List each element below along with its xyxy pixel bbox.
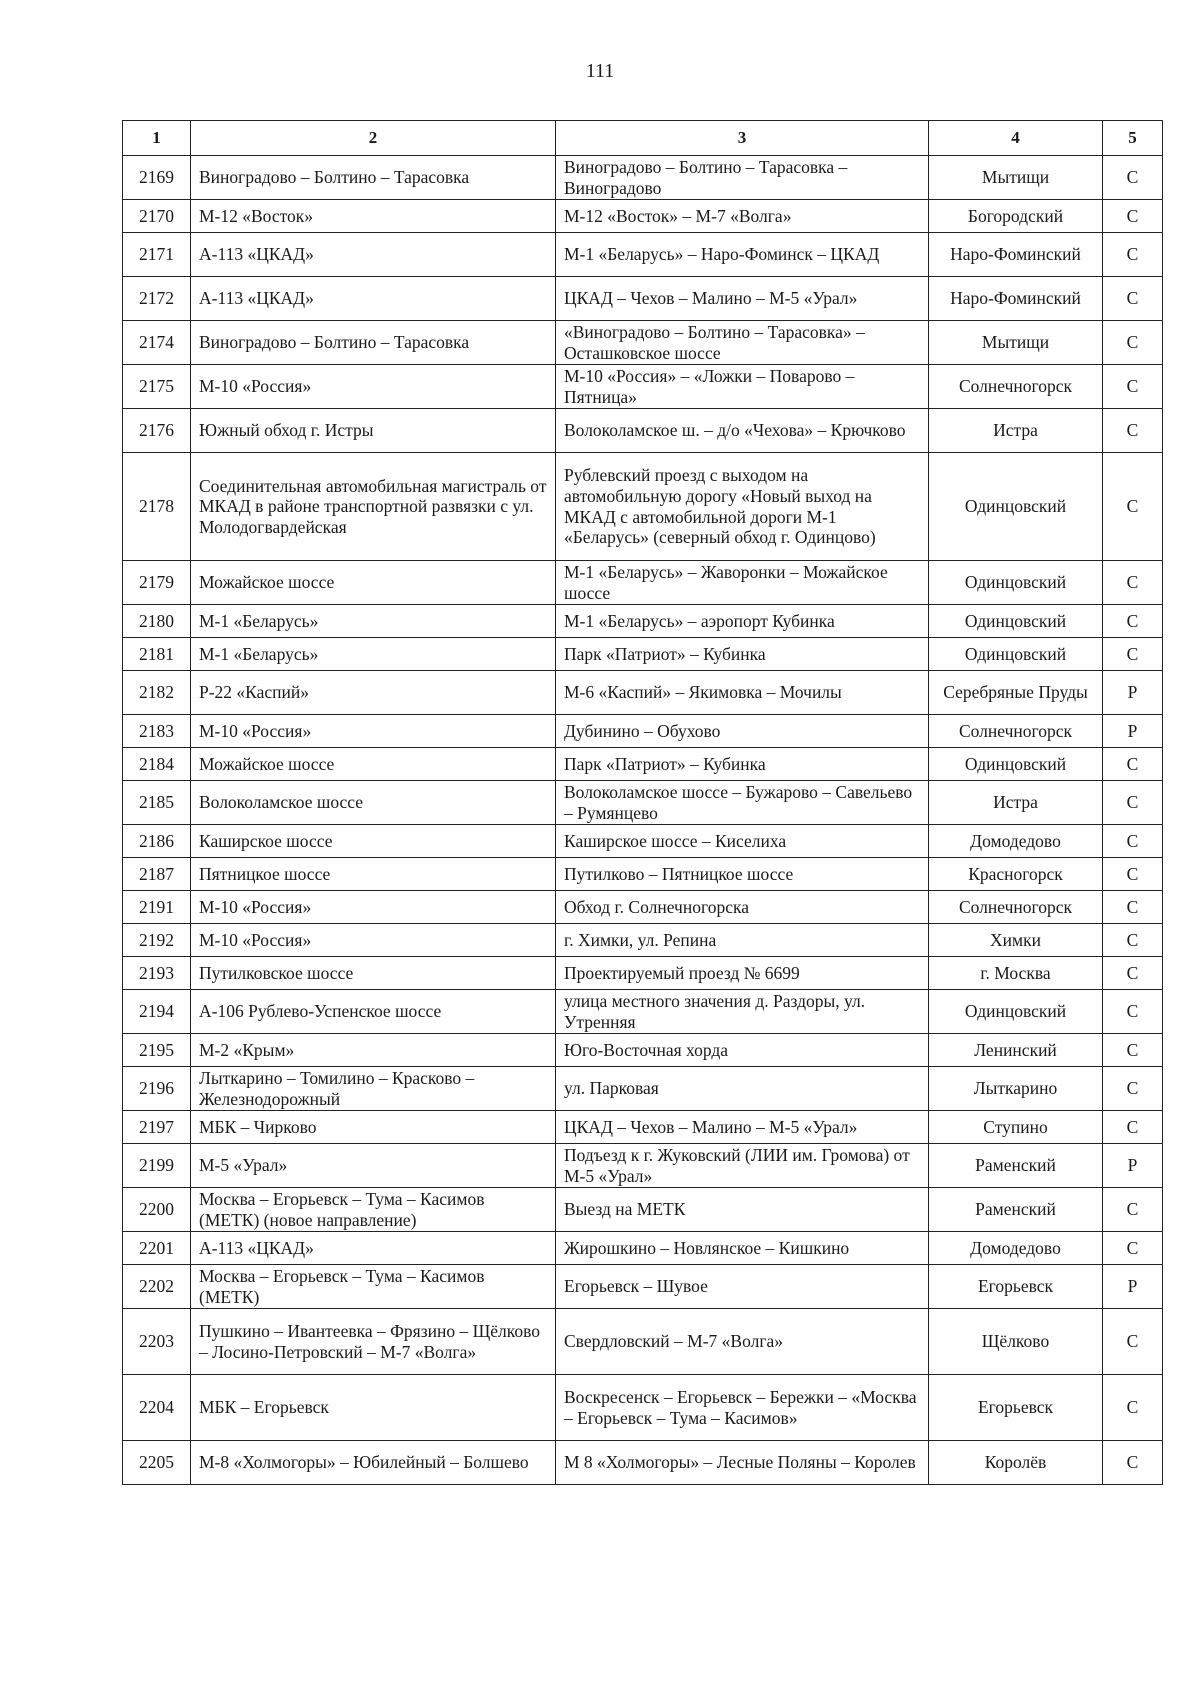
category: С bbox=[1103, 1067, 1163, 1111]
road-name: Виноградово – Болтино – Тарасовка bbox=[191, 321, 556, 365]
road-name: Волоколамское шоссе bbox=[191, 781, 556, 825]
table-row bbox=[123, 277, 1163, 321]
table-row bbox=[123, 409, 1163, 453]
road-name: М-10 «Россия» bbox=[191, 365, 556, 409]
table-row bbox=[123, 561, 1163, 605]
district: Ленинский bbox=[929, 1034, 1103, 1067]
table-row bbox=[123, 957, 1163, 990]
district: Одинцовский bbox=[929, 453, 1103, 561]
road-name: А-113 «ЦКАД» bbox=[191, 1232, 556, 1265]
road-section: Каширское шоссе – Киселиха bbox=[556, 825, 929, 858]
category: С bbox=[1103, 1232, 1163, 1265]
table-row bbox=[123, 891, 1163, 924]
road-name: Пушкино – Ивантеевка – Фрязино – Щёлково – Лосино-Петровский – М-7 «Волга» bbox=[191, 1309, 556, 1375]
district: Истра bbox=[929, 409, 1103, 453]
road-section: М 8 «Холмогоры» – Лесные Поляны – Королев bbox=[556, 1441, 929, 1485]
category: С bbox=[1103, 200, 1163, 233]
district: Раменский bbox=[929, 1144, 1103, 1188]
table-row bbox=[123, 1067, 1163, 1111]
district: Одинцовский bbox=[929, 605, 1103, 638]
row-number: 2174 bbox=[123, 321, 191, 365]
row-number: 2172 bbox=[123, 277, 191, 321]
category: С bbox=[1103, 453, 1163, 561]
district: Серебряные Пруды bbox=[929, 671, 1103, 715]
road-name: М-10 «Россия» bbox=[191, 924, 556, 957]
road-name: М-2 «Крым» bbox=[191, 1034, 556, 1067]
table-row bbox=[123, 748, 1163, 781]
road-name: А-113 «ЦКАД» bbox=[191, 277, 556, 321]
category: С bbox=[1103, 365, 1163, 409]
road-section: Путилково – Пятницкое шоссе bbox=[556, 858, 929, 891]
road-name: А-113 «ЦКАД» bbox=[191, 233, 556, 277]
category: С bbox=[1103, 1309, 1163, 1375]
row-number: 2169 bbox=[123, 156, 191, 200]
district: Лыткарино bbox=[929, 1067, 1103, 1111]
row-number: 2205 bbox=[123, 1441, 191, 1485]
district: Истра bbox=[929, 781, 1103, 825]
road-name: А-106 Рублево-Успенское шоссе bbox=[191, 990, 556, 1034]
category: Р bbox=[1103, 1144, 1163, 1188]
road-section: улица местного значения д. Раздоры, ул. Утренняя bbox=[556, 990, 929, 1034]
road-name: М-12 «Восток» bbox=[191, 200, 556, 233]
row-number: 2192 bbox=[123, 924, 191, 957]
road-name: М-5 «Урал» bbox=[191, 1144, 556, 1188]
category: С bbox=[1103, 990, 1163, 1034]
table-row bbox=[123, 781, 1163, 825]
road-name: М-10 «Россия» bbox=[191, 715, 556, 748]
page-number: 111 bbox=[585, 60, 615, 82]
category: С bbox=[1103, 1188, 1163, 1232]
table-row bbox=[123, 605, 1163, 638]
road-section: Виноградово – Болтино – Тарасовка – Виноградово bbox=[556, 156, 929, 200]
table-row bbox=[123, 1034, 1163, 1067]
district: Мытищи bbox=[929, 321, 1103, 365]
category: С bbox=[1103, 233, 1163, 277]
category: С bbox=[1103, 156, 1163, 200]
road-name: М-10 «Россия» bbox=[191, 891, 556, 924]
road-section: Юго-Восточная хорда bbox=[556, 1034, 929, 1067]
road-section: Егорьевск – Шувое bbox=[556, 1265, 929, 1309]
row-number: 2191 bbox=[123, 891, 191, 924]
row-number: 2201 bbox=[123, 1232, 191, 1265]
category: Р bbox=[1103, 671, 1163, 715]
district: Солнечногорск bbox=[929, 715, 1103, 748]
road-name: М-1 «Беларусь» bbox=[191, 605, 556, 638]
district: Одинцовский bbox=[929, 561, 1103, 605]
district: Егорьевск bbox=[929, 1375, 1103, 1441]
category: Р bbox=[1103, 715, 1163, 748]
road-section: ЦКАД – Чехов – Малино – М-5 «Урал» bbox=[556, 1111, 929, 1144]
row-number: 2199 bbox=[123, 1144, 191, 1188]
row-number: 2184 bbox=[123, 748, 191, 781]
row-number: 2193 bbox=[123, 957, 191, 990]
column-header-4: 4 bbox=[929, 121, 1103, 156]
road-name: Р-22 «Каспий» bbox=[191, 671, 556, 715]
road-name: Москва – Егорьевск – Тума – Касимов (МЕТК) (новое направление) bbox=[191, 1188, 556, 1232]
category: С bbox=[1103, 825, 1163, 858]
row-number: 2179 bbox=[123, 561, 191, 605]
district: Одинцовский bbox=[929, 638, 1103, 671]
table-row bbox=[123, 990, 1163, 1034]
row-number: 2202 bbox=[123, 1265, 191, 1309]
table-row bbox=[123, 156, 1163, 200]
row-number: 2187 bbox=[123, 858, 191, 891]
row-number: 2195 bbox=[123, 1034, 191, 1067]
district: Домодедово bbox=[929, 1232, 1103, 1265]
row-number: 2197 bbox=[123, 1111, 191, 1144]
row-number: 2200 bbox=[123, 1188, 191, 1232]
category: С bbox=[1103, 1111, 1163, 1144]
road-name: Можайское шоссе bbox=[191, 561, 556, 605]
category: С bbox=[1103, 277, 1163, 321]
road-name: Лыткарино – Томилино – Красково – Железнодорожный bbox=[191, 1067, 556, 1111]
row-number: 2203 bbox=[123, 1309, 191, 1375]
header-row bbox=[123, 121, 1163, 156]
road-name: Можайское шоссе bbox=[191, 748, 556, 781]
district: Богородский bbox=[929, 200, 1103, 233]
category: С bbox=[1103, 561, 1163, 605]
category: С bbox=[1103, 1375, 1163, 1441]
row-number: 2178 bbox=[123, 453, 191, 561]
district: Одинцовский bbox=[929, 748, 1103, 781]
table-row bbox=[123, 233, 1163, 277]
road-section: Волоколамское шоссе – Бужарово – Савельево – Румянцево bbox=[556, 781, 929, 825]
row-number: 2175 bbox=[123, 365, 191, 409]
category: С bbox=[1103, 748, 1163, 781]
road-section: ул. Парковая bbox=[556, 1067, 929, 1111]
category: С bbox=[1103, 781, 1163, 825]
category: С bbox=[1103, 605, 1163, 638]
district: Химки bbox=[929, 924, 1103, 957]
category: С bbox=[1103, 957, 1163, 990]
road-name: Путилковское шоссе bbox=[191, 957, 556, 990]
district: Наро-Фоминский bbox=[929, 277, 1103, 321]
table-row bbox=[123, 715, 1163, 748]
row-number: 2182 bbox=[123, 671, 191, 715]
road-name: Пятницкое шоссе bbox=[191, 858, 556, 891]
road-name: М-1 «Беларусь» bbox=[191, 638, 556, 671]
row-number: 2194 bbox=[123, 990, 191, 1034]
road-section: г. Химки, ул. Репина bbox=[556, 924, 929, 957]
road-section: Проектируемый проезд № 6699 bbox=[556, 957, 929, 990]
district: Солнечногорск bbox=[929, 891, 1103, 924]
category: Р bbox=[1103, 1265, 1163, 1309]
roads-table bbox=[122, 120, 1163, 1485]
row-number: 2176 bbox=[123, 409, 191, 453]
column-header-3: 3 bbox=[556, 121, 929, 156]
table-row bbox=[123, 200, 1163, 233]
row-number: 2196 bbox=[123, 1067, 191, 1111]
district: Мытищи bbox=[929, 156, 1103, 200]
district: Щёлково bbox=[929, 1309, 1103, 1375]
table-row bbox=[123, 1111, 1163, 1144]
category: С bbox=[1103, 924, 1163, 957]
table-row bbox=[123, 1309, 1163, 1375]
road-section: Рублевский проезд с выходом на автомобильную дорогу «Новый выход на МКАД с автомобильной дороги М-1 «Беларусь» (северный обход г. Одинцово) bbox=[556, 453, 929, 561]
table-row bbox=[123, 1375, 1163, 1441]
road-name: МБК – Егорьевск bbox=[191, 1375, 556, 1441]
table-row bbox=[123, 1265, 1163, 1309]
district: Раменский bbox=[929, 1188, 1103, 1232]
table-row bbox=[123, 858, 1163, 891]
table-row bbox=[123, 365, 1163, 409]
row-number: 2180 bbox=[123, 605, 191, 638]
row-number: 2185 bbox=[123, 781, 191, 825]
table-row bbox=[123, 825, 1163, 858]
table-row bbox=[123, 1188, 1163, 1232]
column-header-5: 5 bbox=[1103, 121, 1163, 156]
road-section: Волоколамское ш. – д/о «Чехова» – Крючково bbox=[556, 409, 929, 453]
district: Королёв bbox=[929, 1441, 1103, 1485]
district: Наро-Фоминский bbox=[929, 233, 1103, 277]
road-section: Парк «Патриот» – Кубинка bbox=[556, 638, 929, 671]
road-section: Обход г. Солнечногорска bbox=[556, 891, 929, 924]
district: Ступино bbox=[929, 1111, 1103, 1144]
road-section: «Виноградово – Болтино – Тарасовка» – Осташковское шоссе bbox=[556, 321, 929, 365]
district: Красногорск bbox=[929, 858, 1103, 891]
table-row bbox=[123, 1441, 1163, 1485]
column-header-2: 2 bbox=[191, 121, 556, 156]
district: Солнечногорск bbox=[929, 365, 1103, 409]
row-number: 2181 bbox=[123, 638, 191, 671]
road-name: Виноградово – Болтино – Тарасовка bbox=[191, 156, 556, 200]
category: С bbox=[1103, 409, 1163, 453]
road-section: Свердловский – М-7 «Волга» bbox=[556, 1309, 929, 1375]
row-number: 2171 bbox=[123, 233, 191, 277]
district: Одинцовский bbox=[929, 990, 1103, 1034]
road-section: ЦКАД – Чехов – Малино – М-5 «Урал» bbox=[556, 277, 929, 321]
category: С bbox=[1103, 1034, 1163, 1067]
road-name: Южный обход г. Истры bbox=[191, 409, 556, 453]
road-section: М-12 «Восток» – М-7 «Волга» bbox=[556, 200, 929, 233]
category: С bbox=[1103, 321, 1163, 365]
row-number: 2183 bbox=[123, 715, 191, 748]
road-name: Соединительная автомобильная магистраль от МКАД в районе транспортной развязки с ул. Молодогвардейская bbox=[191, 453, 556, 561]
table-row bbox=[123, 1232, 1163, 1265]
category: С bbox=[1103, 638, 1163, 671]
road-section: Жирошкино – Новлянское – Кишкино bbox=[556, 1232, 929, 1265]
road-name: М-8 «Холмогоры» – Юбилейный – Болшево bbox=[191, 1441, 556, 1485]
road-section: Дубинино – Обухово bbox=[556, 715, 929, 748]
row-number: 2170 bbox=[123, 200, 191, 233]
table-row bbox=[123, 638, 1163, 671]
table-row bbox=[123, 1144, 1163, 1188]
table-row bbox=[123, 321, 1163, 365]
category: С bbox=[1103, 891, 1163, 924]
road-name: Москва – Егорьевск – Тума – Касимов (МЕТК) bbox=[191, 1265, 556, 1309]
category: С bbox=[1103, 1441, 1163, 1485]
column-header-1: 1 bbox=[123, 121, 191, 156]
road-section: Подъезд к г. Жуковский (ЛИИ им. Громова) от М-5 «Урал» bbox=[556, 1144, 929, 1188]
road-section: М-10 «Россия» – «Ложки – Поварово – Пятница» bbox=[556, 365, 929, 409]
table-row bbox=[123, 671, 1163, 715]
road-section: Парк «Патриот» – Кубинка bbox=[556, 748, 929, 781]
category: С bbox=[1103, 858, 1163, 891]
road-section: М-1 «Беларусь» – Наро-Фоминск – ЦКАД bbox=[556, 233, 929, 277]
road-name: Каширское шоссе bbox=[191, 825, 556, 858]
road-section: М-6 «Каспий» – Якимовка – Мочилы bbox=[556, 671, 929, 715]
district: Егорьевск bbox=[929, 1265, 1103, 1309]
row-number: 2204 bbox=[123, 1375, 191, 1441]
road-section: М-1 «Беларусь» – Жаворонки – Можайское шоссе bbox=[556, 561, 929, 605]
district: г. Москва bbox=[929, 957, 1103, 990]
road-name: МБК – Чирково bbox=[191, 1111, 556, 1144]
road-section: М-1 «Беларусь» – аэропорт Кубинка bbox=[556, 605, 929, 638]
road-section: Выезд на МЕТК bbox=[556, 1188, 929, 1232]
district: Домодедово bbox=[929, 825, 1103, 858]
table-row bbox=[123, 453, 1163, 561]
table-row bbox=[123, 924, 1163, 957]
road-section: Воскресенск – Егорьевск – Бережки – «Москва – Егорьевск – Тума – Касимов» bbox=[556, 1375, 929, 1441]
row-number: 2186 bbox=[123, 825, 191, 858]
